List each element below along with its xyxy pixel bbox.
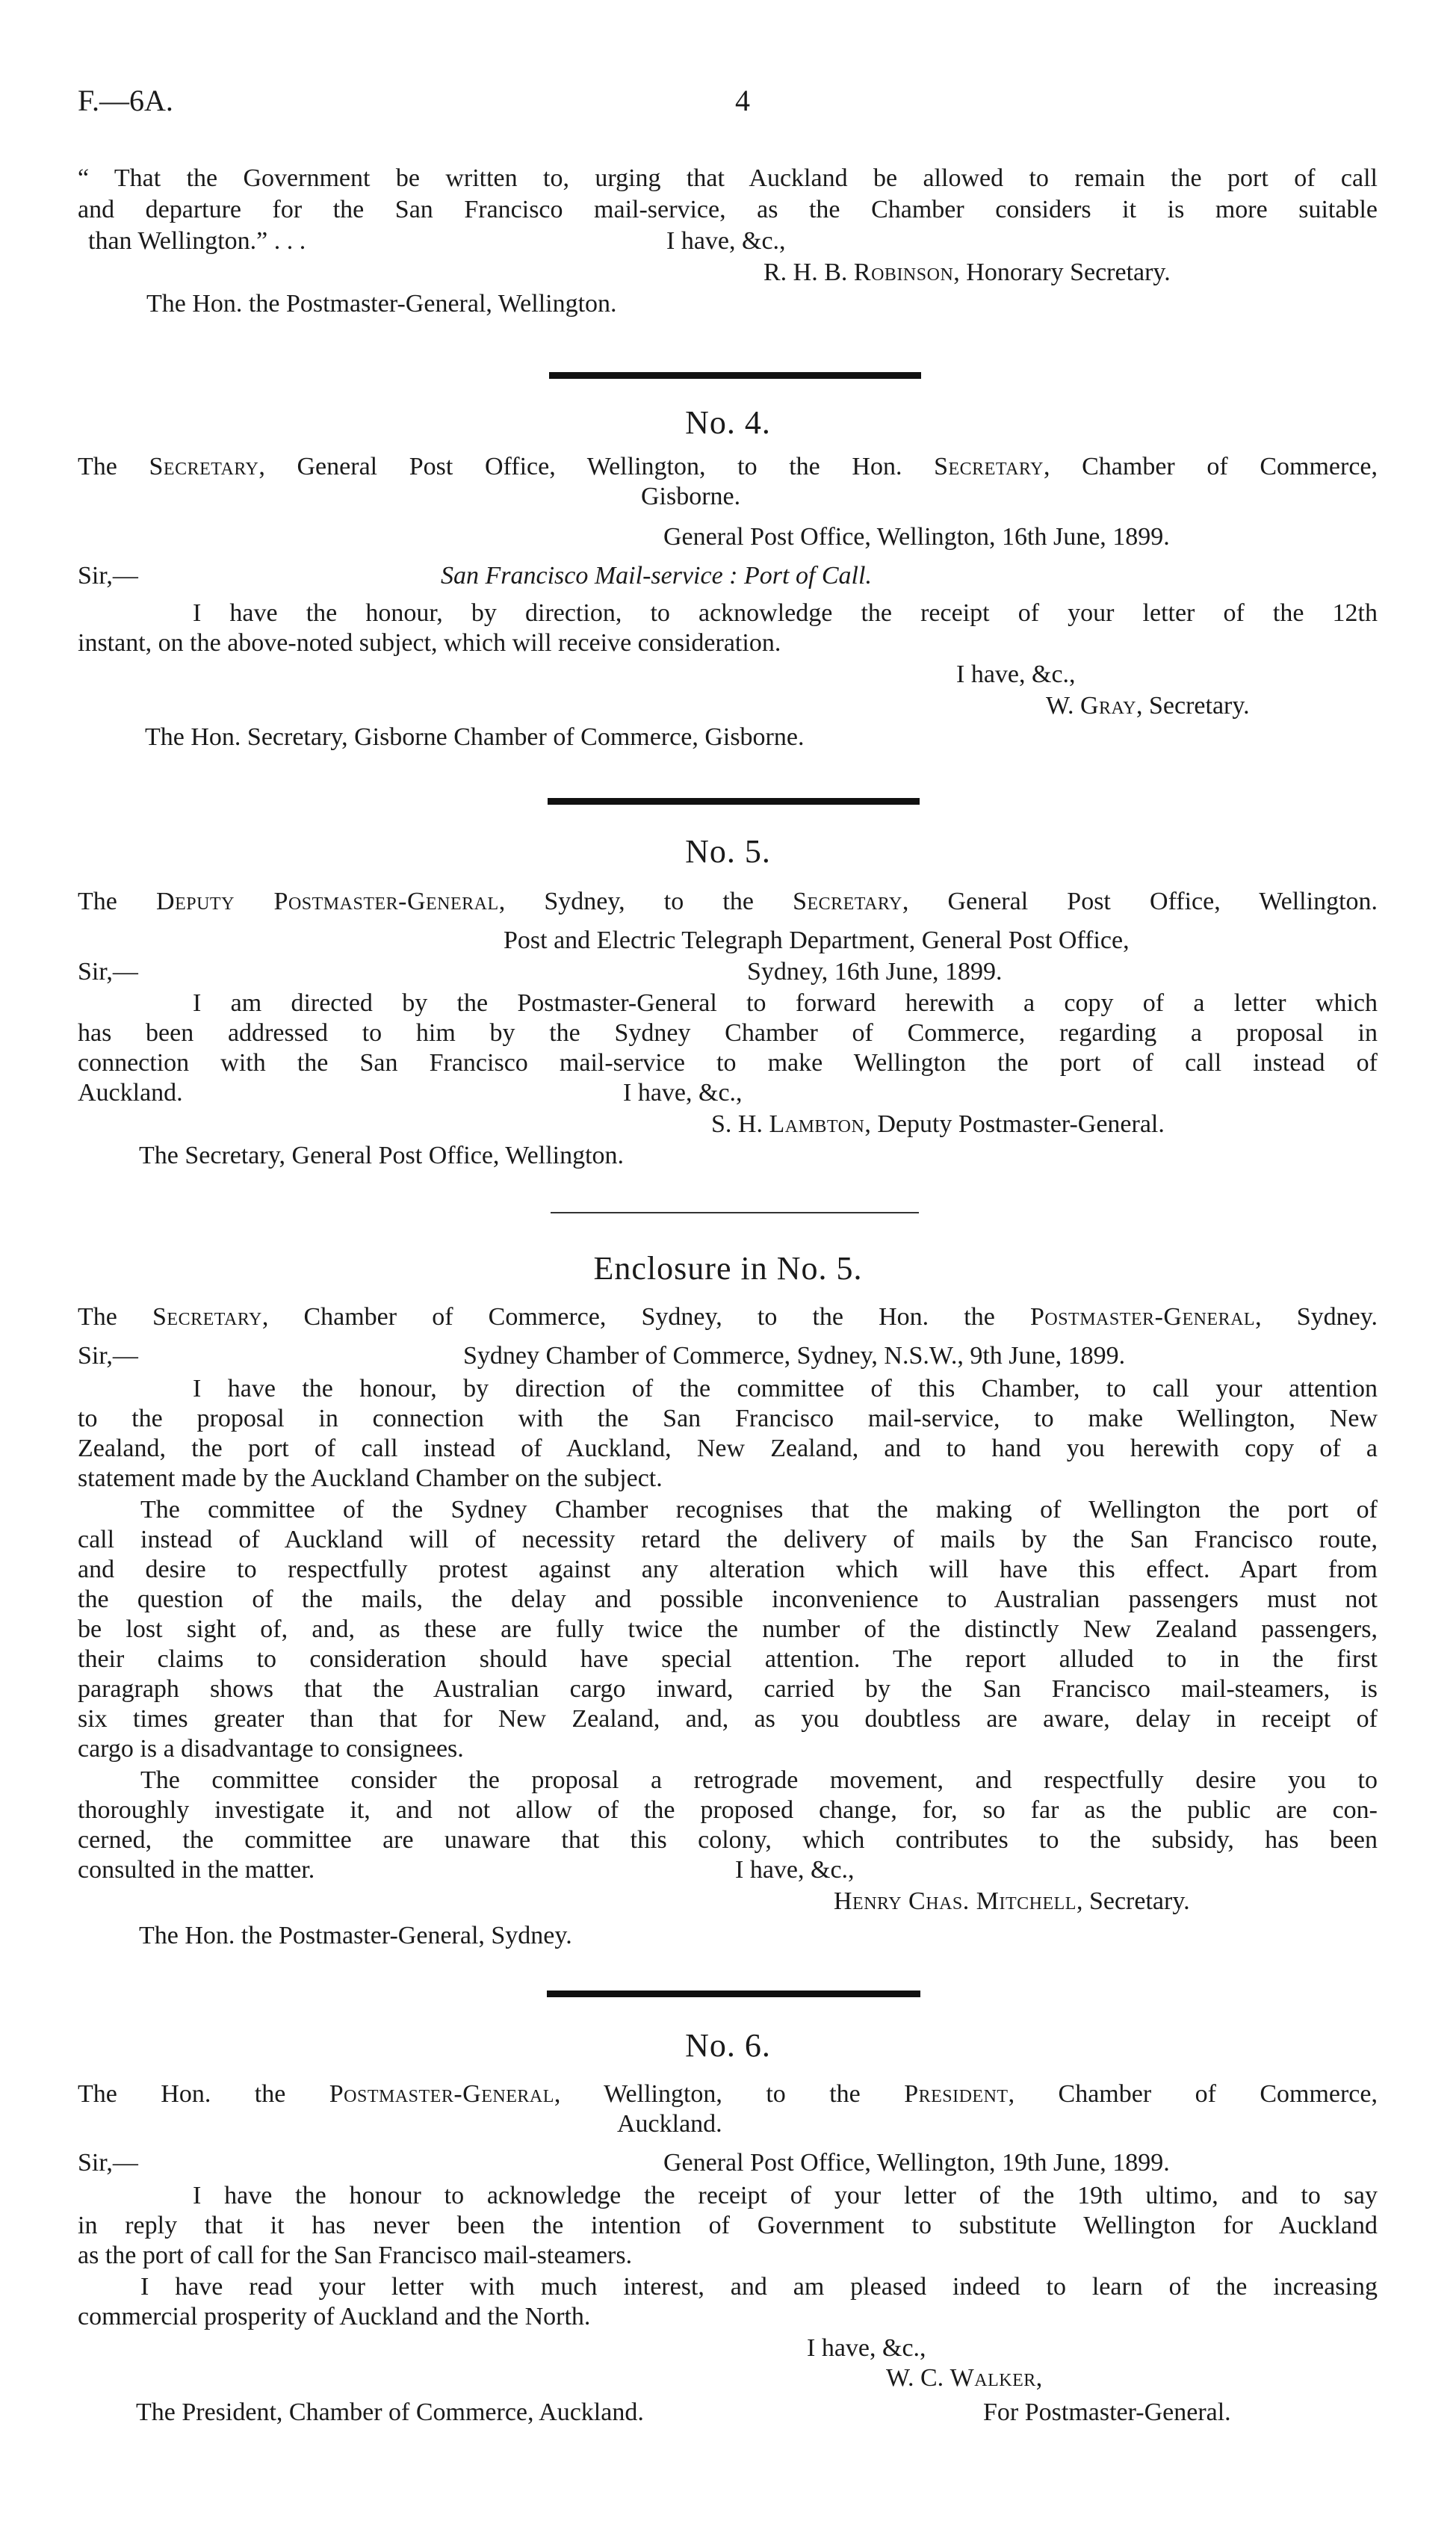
no6-salutation: Sir,— bbox=[78, 2149, 138, 2177]
encl5-p3-line-1: The committee consider the proposal a retrograde movement, and respectfully desire you to bbox=[140, 1766, 1378, 1794]
encl5-p3-line-4: consulted in the matter. bbox=[78, 1856, 315, 1884]
no4-header-place: Gisborne. bbox=[641, 483, 741, 510]
signer-name: Robinson bbox=[853, 259, 954, 286]
encl5-p1-line-1: I have the honour, by direction of the committee of this Chamber, to call your attention bbox=[193, 1375, 1378, 1402]
encl5-addressee: The Hon. the Postmaster-General, Sydney. bbox=[139, 1922, 572, 1949]
signature bbox=[763, 259, 1171, 287]
text-run: , Chamber of Commerce, Sydney, to the Hon. the bbox=[261, 1303, 1030, 1331]
no4-salutation: Sir,— bbox=[78, 562, 138, 590]
encl5-p2-line-4: the question of the mails, the delay and possible inconvenience to Australian passengers must not bbox=[78, 1586, 1378, 1613]
encl5-dateline: Sydney Chamber of Commerce, Sydney, N.S.W., 9th June, 1899. bbox=[463, 1342, 1126, 1370]
no4-body-line-2: instant, on the above-noted subject, which will receive consideration. bbox=[78, 629, 781, 657]
text-run: Deputy Postmaster-General bbox=[156, 888, 499, 915]
encl5-p1-line-3: Zealand, the port of call instead of Auckland, New Zealand, and to hand you herewith copy of a bbox=[78, 1435, 1378, 1462]
no4-closing: I have, &c., bbox=[956, 661, 1076, 688]
text-run: The bbox=[78, 453, 149, 480]
no6-addressee: The President, Chamber of Commerce, Auckland. bbox=[136, 2398, 644, 2426]
text-run: , Sydney, to the bbox=[498, 888, 793, 915]
text-run: , Secretary. bbox=[1076, 1887, 1190, 1915]
text-run: Walker bbox=[950, 2364, 1036, 2392]
no6-p2-line-1: I have read your letter with much interest, and am pleased indeed to learn of the increasing bbox=[140, 2273, 1378, 2301]
no6-for-line: For Postmaster-General. bbox=[983, 2398, 1231, 2426]
text-run: Secretary bbox=[793, 888, 902, 915]
text-run: , bbox=[1035, 2364, 1043, 2392]
no6-p1-line-1: I have the honour to acknowledge the receipt of your letter of the 19th ultimo, and to say bbox=[193, 2182, 1378, 2209]
section-divider bbox=[547, 1991, 920, 1997]
encl5-p1-line-2: to the proposal in connection with the San Francisco mail-service, to make Wellington, New bbox=[78, 1405, 1378, 1432]
text-run: Postmaster-General bbox=[329, 2080, 554, 2108]
encl5-p2-line-9: cargo is a disadvantage to consignees. bbox=[78, 1735, 464, 1763]
no4-signature bbox=[1046, 692, 1250, 720]
encl5-header-line bbox=[78, 1303, 1378, 1331]
no6-dateline: General Post Office, Wellington, 19th June, 1899. bbox=[663, 2149, 1170, 2177]
text-run: , Wellington, to the bbox=[554, 2080, 905, 2108]
text-run: Lambton bbox=[769, 1110, 865, 1138]
encl5-p2-line-5: be lost sight of, and, as these are fully twice the number of the distinctly New Zealand passengers, bbox=[78, 1615, 1378, 1643]
section-divider bbox=[548, 798, 920, 805]
no4-body-line-1: I have the honour, by direction, to acknowledge the receipt of your letter of the 12th bbox=[193, 599, 1378, 627]
encl5-p3-line-3: cerned, the committee are unaware that this colony, which contributes to the subsidy, has been bbox=[78, 1826, 1378, 1854]
encl5-p2-line-7: paragraph shows that the Australian cargo inward, carried by the San Francisco mail-steamers, is bbox=[78, 1675, 1378, 1703]
no5-salutation: Sir,— bbox=[78, 958, 138, 986]
text-run: W. bbox=[1046, 692, 1080, 720]
no4-addressee: The Hon. Secretary, Gisborne Chamber of Commerce, Gisborne. bbox=[145, 723, 805, 751]
quote-line-2: and departure for the San Francisco mail-service, as the Chamber considers it is more suitable bbox=[78, 196, 1378, 223]
page-number: 4 bbox=[735, 84, 750, 117]
no6-p2-line-2: commercial prosperity of Auckland and the North. bbox=[78, 2303, 591, 2330]
text-run: S. H. bbox=[711, 1110, 769, 1138]
no4-header-line bbox=[78, 453, 1378, 481]
text-run: Secretary bbox=[149, 453, 259, 480]
closing-formula: I have, &c., bbox=[666, 227, 786, 255]
no5-header-line bbox=[78, 888, 1378, 916]
text-run: Secretary bbox=[934, 453, 1044, 480]
encl5-signature bbox=[834, 1887, 1190, 1916]
no6-signature bbox=[886, 2364, 1042, 2392]
section-divider bbox=[551, 1212, 919, 1213]
heading-no-6: No. 6. bbox=[685, 2027, 771, 2064]
signer-title: , Honorary Secretary. bbox=[953, 259, 1171, 286]
text-run: The bbox=[78, 888, 157, 915]
no5-body-line-2: has been addressed to him by the Sydney Chamber of Commerce, regarding a proposal in bbox=[78, 1019, 1378, 1047]
encl5-p1-line-4: statement made by the Auckland Chamber on the subject. bbox=[78, 1464, 663, 1492]
no5-dateline-1: Post and Electric Telegraph Department, General Post Office, bbox=[504, 927, 1130, 954]
text-run: The Hon. the bbox=[78, 2080, 329, 2108]
addressee: The Hon. the Postmaster-General, Wellington. bbox=[146, 290, 617, 318]
no5-closing: I have, &c., bbox=[623, 1079, 743, 1107]
encl5-p2-line-8: six times greater than that for New Zealand, and, as you doubtless are aware, delay in receipt of bbox=[78, 1705, 1378, 1733]
no4-dateline: General Post Office, Wellington, 16th June, 1899. bbox=[663, 523, 1170, 551]
no5-dateline-2: Sydney, 16th June, 1899. bbox=[747, 958, 1003, 986]
heading-no-5: No. 5. bbox=[685, 833, 771, 870]
text-run: Postmaster-General bbox=[1029, 1303, 1256, 1331]
quote-line-3: than Wellington.” . . . bbox=[88, 227, 306, 255]
quote-line-1: “ That the Government be written to, urging that Auckland be allowed to remain the port of call bbox=[78, 164, 1378, 192]
text-run: , Chamber of Commerce, bbox=[1008, 2080, 1378, 2108]
text-run: , Deputy Postmaster-General. bbox=[864, 1110, 1165, 1138]
document-reference: F.—6A. bbox=[78, 84, 173, 117]
signer-initials: R. H. B. bbox=[763, 259, 848, 286]
no6-header-line bbox=[78, 2080, 1378, 2109]
text-run: , General Post Office, Wellington. bbox=[902, 888, 1378, 915]
encl5-closing: I have, &c., bbox=[735, 1856, 855, 1884]
text-run: , Sydney. bbox=[1255, 1303, 1378, 1331]
text-run: Secretary bbox=[152, 1303, 262, 1331]
encl5-p2-line-2: call instead of Auckland will of necessity retard the delivery of mails by the San Francisco route, bbox=[78, 1526, 1378, 1553]
no5-body-line-3: connection with the San Francisco mail-service to make Wellington the port of call instead of bbox=[78, 1049, 1378, 1077]
no6-p1-line-2: in reply that it has never been the intention of Government to substitute Wellington for Auckland bbox=[78, 2212, 1378, 2239]
encl5-p2-line-1: The committee of the Sydney Chamber recognises that the making of Wellington the port of bbox=[140, 1496, 1378, 1524]
no4-subject: San Francisco Mail-service : Port of Call. bbox=[441, 562, 872, 590]
no5-addressee: The Secretary, General Post Office, Wellington. bbox=[139, 1142, 625, 1169]
no6-p1-line-3: as the port of call for the San Francisco mail-steamers. bbox=[78, 2242, 633, 2269]
no5-body-line-4: Auckland. bbox=[78, 1079, 183, 1107]
text-run: , Chamber of Commerce, bbox=[1043, 453, 1378, 480]
text-run: , Secretary. bbox=[1136, 692, 1250, 720]
text-run: The bbox=[78, 1303, 152, 1331]
heading-no-4: No. 4. bbox=[685, 404, 771, 441]
encl5-salutation: Sir,— bbox=[78, 1342, 138, 1370]
no6-closing: I have, &c., bbox=[807, 2334, 926, 2362]
text-run: W. C. bbox=[886, 2364, 950, 2392]
text-run: President bbox=[904, 2080, 1009, 2108]
no6-header-place: Auckland. bbox=[617, 2110, 722, 2138]
heading-enclosure-no-5: Enclosure in No. 5. bbox=[593, 1250, 863, 1287]
section-divider bbox=[549, 372, 921, 379]
text-run: Gray bbox=[1079, 692, 1137, 720]
encl5-p3-line-2: thoroughly investigate it, and not allow of the proposed change, for, so far as the public are con- bbox=[78, 1796, 1378, 1824]
text-run: Henry Chas. Mitchell bbox=[834, 1887, 1076, 1915]
encl5-p2-line-3: and desire to respectfully protest against any alteration which will have this effect. Apart from bbox=[78, 1556, 1378, 1583]
no5-signature bbox=[711, 1110, 1165, 1139]
no5-body-line-1: I am directed by the Postmaster-General to forward herewith a copy of a letter which bbox=[193, 989, 1378, 1017]
encl5-p2-line-6: their claims to consideration should have special attention. The report alluded to in the first bbox=[78, 1645, 1378, 1673]
text-run: , General Post Office, Wellington, to the Hon. bbox=[258, 453, 935, 480]
